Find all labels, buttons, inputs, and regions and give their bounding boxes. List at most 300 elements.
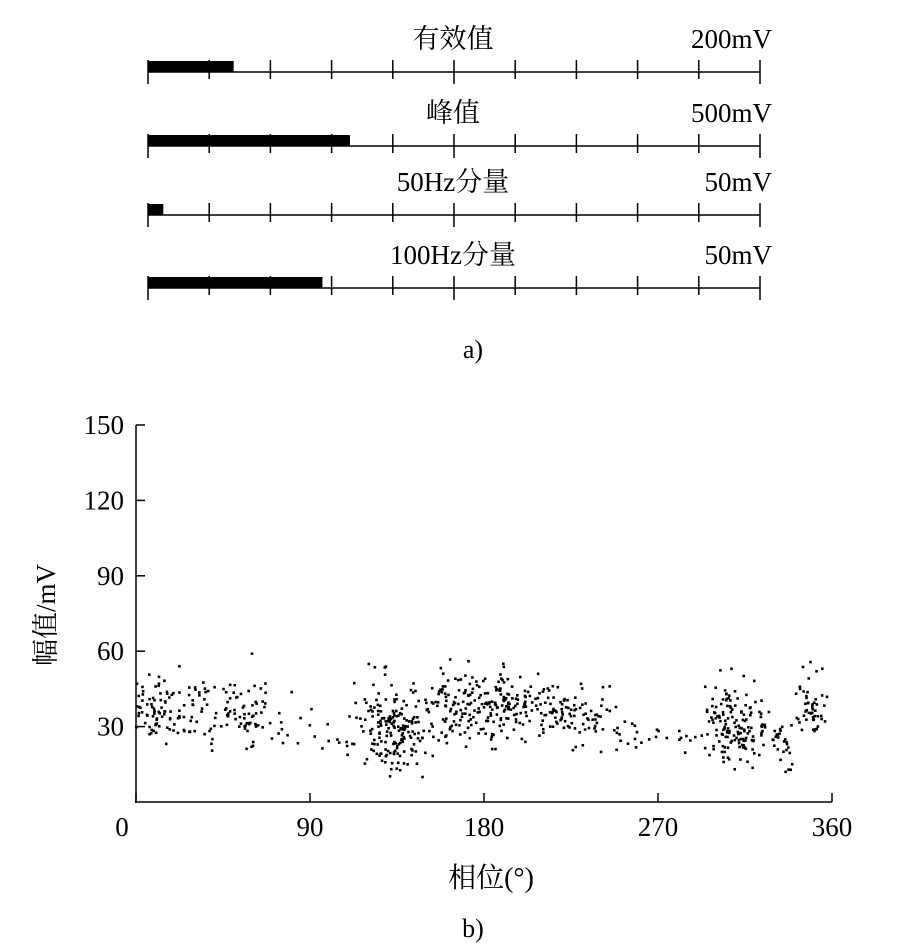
scatter-point bbox=[729, 705, 732, 708]
scatter-point bbox=[507, 701, 510, 704]
scatter-point bbox=[579, 707, 582, 710]
scatter-point bbox=[786, 743, 789, 746]
scatter-point bbox=[570, 708, 573, 711]
scatter-point bbox=[505, 705, 508, 708]
scatter-point bbox=[739, 758, 742, 761]
scatter-point bbox=[375, 699, 378, 702]
scatter-point bbox=[723, 727, 726, 730]
scatter-point bbox=[740, 727, 743, 730]
scatter-point bbox=[277, 732, 280, 735]
scatter-point bbox=[515, 721, 518, 724]
scatter-point bbox=[373, 706, 376, 709]
scatter-point bbox=[252, 741, 255, 744]
scatter-point bbox=[727, 727, 730, 730]
scatter-point bbox=[500, 677, 503, 680]
scatter-point bbox=[815, 670, 818, 673]
scatter-point bbox=[608, 685, 611, 688]
scatter-point bbox=[431, 687, 434, 690]
scatter-point bbox=[566, 699, 569, 702]
scatter-point bbox=[226, 701, 229, 704]
scatter-point bbox=[163, 679, 166, 682]
scatter-point bbox=[251, 652, 254, 655]
scatter-point bbox=[136, 682, 139, 685]
scatter-point bbox=[135, 726, 138, 729]
scatter-point bbox=[386, 730, 389, 733]
scatter-point bbox=[153, 699, 156, 702]
scatter-point bbox=[563, 699, 566, 702]
scatter-point bbox=[824, 720, 827, 723]
scatter-point bbox=[680, 737, 683, 740]
scatter-point bbox=[455, 723, 458, 726]
scatter-point bbox=[403, 750, 406, 753]
meter-3 bbox=[148, 167, 773, 227]
scatter-point bbox=[384, 741, 387, 744]
scatter-point bbox=[411, 730, 414, 733]
scatter-point bbox=[366, 758, 369, 761]
scatter-point bbox=[215, 712, 218, 715]
scatter-point bbox=[468, 737, 471, 740]
scatter-point bbox=[529, 685, 532, 688]
scatter-point bbox=[582, 744, 585, 747]
scatter-point bbox=[711, 719, 714, 722]
scatter-point bbox=[399, 769, 402, 772]
scatter-point bbox=[648, 738, 651, 741]
scatter-point bbox=[467, 727, 470, 730]
scatter-point bbox=[460, 678, 463, 681]
scatter-point bbox=[169, 710, 172, 713]
scatter-point bbox=[431, 701, 434, 704]
scatter-point bbox=[582, 713, 585, 716]
scatter-point bbox=[715, 706, 718, 709]
scatter-point bbox=[656, 728, 659, 731]
scatter-point bbox=[239, 716, 242, 719]
y-tick-label: 30 bbox=[97, 711, 124, 742]
scatter-point bbox=[158, 682, 161, 685]
scatter-point bbox=[195, 721, 198, 724]
scatter-point bbox=[397, 725, 400, 728]
scatter-point bbox=[437, 693, 440, 696]
scatter-point bbox=[783, 740, 786, 743]
scatter-point bbox=[501, 704, 504, 707]
scatter-point bbox=[499, 673, 502, 676]
scatter-point bbox=[392, 725, 395, 728]
scatter-point bbox=[457, 703, 460, 706]
scatter-point bbox=[152, 697, 155, 700]
scatter-point bbox=[458, 689, 461, 692]
meter-range: 200mV bbox=[691, 24, 772, 54]
scatter-point bbox=[543, 714, 546, 717]
scatter-point bbox=[248, 712, 251, 715]
scatter-point bbox=[477, 732, 480, 735]
scatter-point bbox=[166, 692, 169, 695]
scatter-point bbox=[704, 747, 707, 750]
scatter-point bbox=[449, 726, 452, 729]
scatter-point bbox=[746, 760, 749, 763]
scatter-point bbox=[627, 742, 630, 745]
scatter-point bbox=[795, 692, 798, 695]
scatter-point bbox=[445, 717, 448, 720]
scatter-point bbox=[397, 761, 400, 764]
scatter-point bbox=[459, 719, 462, 722]
scatter-point bbox=[364, 698, 367, 701]
scatter-point bbox=[434, 701, 437, 704]
scatter-point bbox=[791, 763, 794, 766]
scatter-point bbox=[771, 738, 774, 741]
scatter-point bbox=[615, 706, 618, 709]
scatter-point bbox=[606, 708, 609, 711]
scatter-point bbox=[220, 725, 223, 728]
scatter-point bbox=[377, 710, 380, 713]
scatter-point bbox=[436, 705, 439, 708]
scatter-point bbox=[634, 738, 637, 741]
scatter-point bbox=[502, 723, 505, 726]
scatter-point bbox=[454, 677, 457, 680]
scatter-point bbox=[437, 701, 440, 704]
scatter-point bbox=[631, 722, 634, 725]
scatter-point bbox=[447, 694, 450, 697]
scatter-point bbox=[722, 761, 725, 764]
scatter-point bbox=[346, 745, 349, 748]
scatter-point bbox=[437, 739, 440, 742]
scatter-point bbox=[745, 737, 748, 740]
scatter-point bbox=[395, 698, 398, 701]
scatter-point bbox=[700, 734, 703, 737]
scatter-point bbox=[540, 724, 543, 727]
scatter-point bbox=[588, 727, 591, 730]
scatter-point bbox=[731, 716, 734, 719]
scatter-point bbox=[615, 748, 618, 751]
scatter-point bbox=[229, 710, 232, 713]
scatter-point bbox=[803, 714, 806, 717]
scatter-point bbox=[242, 706, 245, 709]
scatter-point bbox=[816, 715, 819, 718]
scatter-point bbox=[399, 755, 402, 758]
scatter-point bbox=[694, 736, 697, 739]
scatter-point bbox=[500, 717, 503, 720]
scatter-point bbox=[487, 716, 490, 719]
scatter-point bbox=[542, 690, 545, 693]
scatter-point bbox=[564, 720, 567, 723]
scatter-point bbox=[712, 745, 715, 748]
scatter-point bbox=[760, 734, 763, 737]
scatter-point bbox=[747, 732, 750, 735]
scatter-point bbox=[619, 739, 622, 742]
scatter-point bbox=[261, 700, 264, 703]
scatter-point bbox=[744, 739, 747, 742]
scatter-point bbox=[416, 762, 419, 765]
scatter-point bbox=[193, 730, 196, 733]
scatter-point bbox=[706, 733, 709, 736]
scatter-point bbox=[240, 693, 243, 696]
scatter-point bbox=[602, 686, 605, 689]
scatter-point bbox=[376, 752, 379, 755]
scatter-point bbox=[816, 703, 819, 706]
scatter-point bbox=[152, 730, 155, 733]
scatter-point bbox=[750, 727, 753, 730]
scatter-point bbox=[172, 729, 175, 732]
scatter-point bbox=[549, 725, 552, 728]
scatter-point bbox=[593, 727, 596, 730]
scatter-point bbox=[490, 714, 493, 717]
scatter-point bbox=[484, 732, 487, 735]
scatter-point bbox=[580, 682, 583, 685]
scatter-point bbox=[542, 731, 545, 734]
scatter-point bbox=[417, 721, 420, 724]
scatter-point bbox=[594, 714, 597, 717]
scatter-point bbox=[441, 688, 444, 691]
scatter-point bbox=[814, 709, 817, 712]
scatter-point bbox=[369, 729, 372, 732]
scatter-point bbox=[745, 747, 748, 750]
scatter-point bbox=[377, 692, 380, 695]
scatter-point bbox=[468, 714, 471, 717]
scatter-point bbox=[718, 740, 721, 743]
scatter-point bbox=[444, 685, 447, 688]
scatter-point bbox=[808, 712, 811, 715]
scatter-point bbox=[495, 704, 498, 707]
y-tick-label: 150 bbox=[83, 410, 124, 440]
scatter-point bbox=[396, 715, 399, 718]
scatter-point bbox=[384, 673, 387, 676]
scatter-point bbox=[744, 704, 747, 707]
scatter-point bbox=[464, 707, 467, 710]
scatter-point bbox=[446, 742, 449, 745]
scatter-point bbox=[733, 722, 736, 725]
scatter-point bbox=[407, 731, 410, 734]
scatter-point bbox=[722, 698, 725, 701]
scatter-point bbox=[377, 725, 380, 728]
scatter-point bbox=[211, 749, 214, 752]
scatter-point bbox=[484, 702, 487, 705]
scatter-point bbox=[543, 688, 546, 691]
scatter-point bbox=[213, 725, 216, 728]
scatter-point bbox=[760, 716, 763, 719]
scatter-point bbox=[370, 709, 373, 712]
y-axis-label: 幅值/mV bbox=[31, 563, 61, 667]
scatter-point bbox=[421, 737, 424, 740]
scatter-point bbox=[714, 686, 717, 689]
scatter-point bbox=[299, 717, 302, 720]
scatter-point bbox=[461, 712, 464, 715]
scatter-point bbox=[385, 698, 388, 701]
scatter-point bbox=[655, 736, 658, 739]
scatter-point bbox=[406, 763, 409, 766]
scatter-point bbox=[750, 711, 753, 714]
scatter-point bbox=[724, 689, 727, 692]
scatter-point bbox=[254, 701, 257, 704]
scatter-point bbox=[730, 667, 733, 670]
scatter-point bbox=[191, 699, 194, 702]
scatter-point bbox=[537, 673, 540, 676]
scatter-point bbox=[753, 680, 756, 683]
scatter-point bbox=[355, 716, 358, 719]
x-axis-label: 相位(°) bbox=[448, 863, 534, 894]
scatter-point bbox=[402, 700, 405, 703]
scatter-point bbox=[503, 666, 506, 669]
scatter-point bbox=[820, 715, 823, 718]
scatter-point bbox=[414, 721, 417, 724]
scatter-point bbox=[454, 696, 457, 699]
scatter-point bbox=[635, 746, 638, 749]
scatter-point bbox=[565, 706, 568, 709]
scatter-point bbox=[563, 727, 566, 730]
scatter-point bbox=[438, 690, 441, 693]
scatter-point bbox=[823, 704, 826, 707]
scatter-point bbox=[386, 735, 389, 738]
scatter-point bbox=[168, 696, 171, 699]
x-tick-label: 180 bbox=[463, 812, 505, 842]
scatter-point bbox=[165, 743, 168, 746]
scatter-point bbox=[360, 725, 363, 728]
scatter-point bbox=[396, 747, 399, 750]
scatter-point bbox=[431, 755, 434, 758]
scatter-point bbox=[821, 694, 824, 697]
scatter-point bbox=[160, 706, 163, 709]
scatter-point bbox=[534, 697, 537, 700]
scatter-point bbox=[464, 731, 467, 734]
scatter-point bbox=[549, 711, 552, 714]
scatter-point bbox=[570, 722, 573, 725]
scatter-point bbox=[432, 736, 435, 739]
meter-fill-bar bbox=[148, 204, 163, 215]
scatter-point bbox=[477, 707, 480, 710]
scatter-point bbox=[787, 746, 790, 749]
scatter-point bbox=[415, 750, 418, 753]
scatter-point bbox=[574, 727, 577, 730]
scatter-point bbox=[264, 691, 267, 694]
scatter-point bbox=[161, 715, 164, 718]
scatter-point bbox=[737, 724, 740, 727]
scatter-axes bbox=[135, 425, 832, 803]
scatter-point bbox=[365, 701, 368, 704]
scatter-point bbox=[245, 748, 248, 751]
scatter-point bbox=[169, 717, 172, 720]
scatter-point bbox=[441, 691, 444, 694]
scatter-point bbox=[204, 687, 207, 690]
scatter-point bbox=[578, 731, 581, 734]
scatter-point bbox=[213, 686, 216, 689]
scatter-point bbox=[536, 708, 539, 711]
scatter-point bbox=[449, 658, 452, 661]
scatter-point bbox=[498, 725, 501, 728]
scatter-point bbox=[525, 711, 528, 714]
scatter-point bbox=[389, 715, 392, 718]
scatter-point bbox=[421, 776, 424, 779]
scatter-point bbox=[263, 706, 266, 709]
scatter-point bbox=[778, 732, 781, 735]
scatter-point bbox=[445, 705, 448, 708]
scatter-point bbox=[373, 743, 376, 746]
scatter-point bbox=[538, 692, 541, 695]
scatter-point bbox=[154, 685, 157, 688]
scatter-point bbox=[206, 703, 209, 706]
scatter-point bbox=[601, 698, 604, 701]
scatter-point bbox=[229, 697, 232, 700]
scatter-point bbox=[506, 737, 509, 740]
scatter-point bbox=[469, 683, 472, 686]
scatter-point bbox=[233, 709, 236, 712]
scatter-point bbox=[524, 690, 527, 693]
scatter-point bbox=[201, 707, 204, 710]
scatter-point bbox=[777, 748, 780, 751]
scatter-point bbox=[544, 701, 547, 704]
scatter-point bbox=[198, 691, 201, 694]
scatter-point bbox=[492, 721, 495, 724]
scatter-point bbox=[728, 730, 731, 733]
scatter-point bbox=[381, 759, 384, 762]
scatter-point bbox=[281, 728, 284, 731]
scatter-point bbox=[380, 710, 383, 713]
scatter-point bbox=[573, 715, 576, 718]
scatter-point bbox=[502, 662, 505, 665]
scatter-point bbox=[753, 752, 756, 755]
scatter-point bbox=[784, 771, 787, 774]
scatter-point bbox=[736, 697, 739, 700]
scatter-point bbox=[721, 733, 724, 736]
scatter-point bbox=[389, 732, 392, 735]
scatter-point bbox=[521, 738, 524, 741]
scatter-point bbox=[395, 710, 398, 713]
scatter-point bbox=[484, 692, 487, 695]
scatter-point bbox=[430, 723, 433, 726]
scatter-point bbox=[624, 720, 627, 723]
scatter-point bbox=[373, 739, 376, 742]
scatter-point bbox=[396, 752, 399, 755]
scatter-point bbox=[359, 717, 362, 720]
scatter-point bbox=[378, 732, 381, 735]
scatter-point bbox=[613, 729, 616, 732]
scatter-point bbox=[238, 725, 241, 728]
scatter-point bbox=[257, 724, 260, 727]
scatter-point bbox=[444, 720, 447, 723]
scatter-point bbox=[178, 709, 181, 712]
scatter-point bbox=[596, 722, 599, 725]
scatter-point bbox=[820, 718, 823, 721]
scatter-point bbox=[744, 720, 747, 723]
scatter-point bbox=[390, 684, 393, 687]
scatter-point bbox=[461, 715, 464, 718]
scatter-point bbox=[234, 718, 237, 721]
scatter-point bbox=[378, 736, 381, 739]
scatter-point bbox=[760, 699, 763, 702]
scatter-point bbox=[616, 732, 619, 735]
scatter-point bbox=[724, 746, 727, 749]
scatter-point bbox=[469, 694, 472, 697]
scatter-point bbox=[478, 697, 481, 700]
scatter-point bbox=[364, 718, 367, 721]
scatter-point bbox=[413, 716, 416, 719]
x-tick-label: 360 bbox=[811, 812, 853, 842]
scatter-point bbox=[447, 679, 450, 682]
scatter-point bbox=[481, 703, 484, 706]
scatter-point bbox=[678, 730, 681, 733]
scatter-point bbox=[479, 694, 482, 697]
scatter-point bbox=[491, 748, 494, 751]
scatter-point bbox=[384, 666, 387, 669]
scatter-point bbox=[531, 701, 534, 704]
scatter-point bbox=[574, 746, 577, 749]
scatter-point bbox=[200, 710, 203, 713]
scatter-point bbox=[540, 712, 543, 715]
meter-1 bbox=[148, 24, 773, 84]
scatter-point bbox=[734, 704, 737, 707]
scatter-point bbox=[785, 749, 788, 752]
scatter-point bbox=[229, 684, 232, 687]
scatter-point bbox=[713, 711, 716, 714]
scatter-point bbox=[483, 706, 486, 709]
scatter-point bbox=[251, 715, 254, 718]
meter-label: 峰值 bbox=[426, 98, 480, 128]
